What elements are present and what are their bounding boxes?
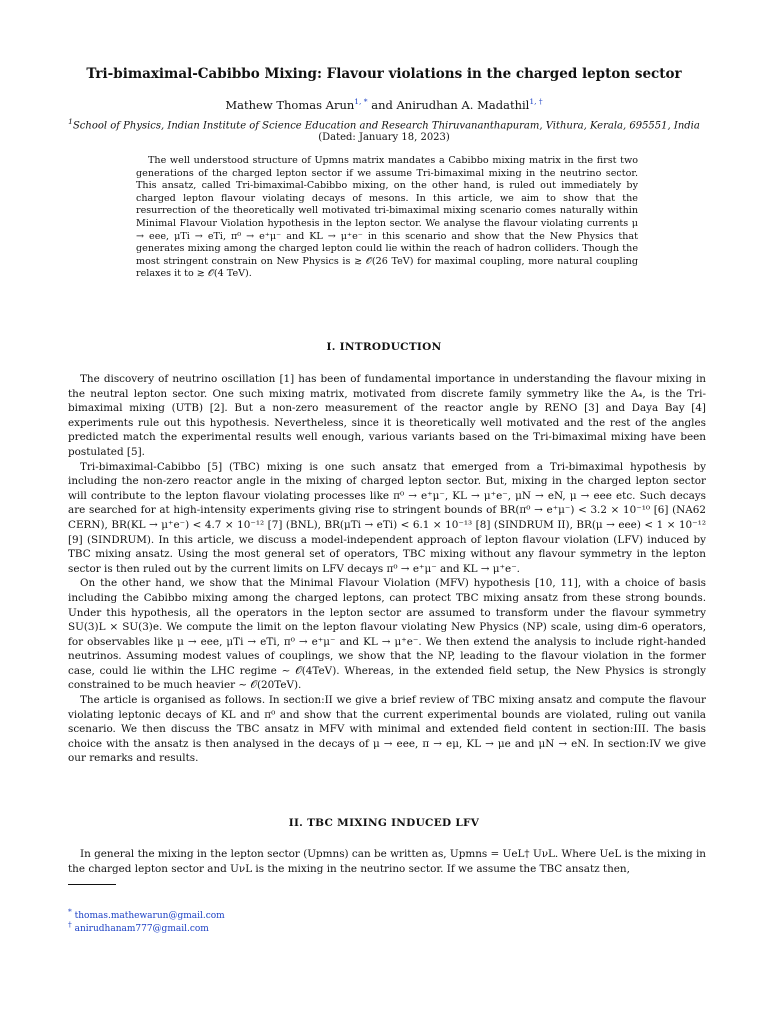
footnote-1-email-link[interactable]: thomas.mathewarun@gmail.com [74, 911, 225, 921]
footnote-1-mark: * [68, 907, 72, 916]
section-heading-introduction: I. INTRODUCTION [326, 341, 442, 353]
affiliation-mark: 1 [68, 117, 73, 126]
paragraph: Tri-bimaximal-Cabibbo [5] (TBC) mixing is one such ansatz that emerged from a Tri-bimaximal hypothesis by including the non-zero reactor angle in the mixing of charged lepton sector. But, mixing in the charged lepton sector will contribute to the lepton flavour violating processes like π⁰ → e⁺μ⁻, KL → μ⁺e⁻, μN → eN, μ → eee etc. Such decays are searched for at high-intensity experiments giving rise to stringent bounds of BR(π⁰ → e⁺μ⁻) < 3.2 × 10⁻¹⁰ [6] (NA62 CERN), BR(KL → μ⁺e⁻) < 4.7 × 10⁻¹² [7] (BNL), BR(μTi → eTi) < 6.1 × 10⁻¹³ [8] (SINDRUM II), BR(μ → eee) < 1 × 10⁻¹² [9] (SINDRUM). In this article, we discuss a model-independent approach of lepton flavour violation (LFV) induced by TBC mixing ansatz. Using the most general set of operators, TBC mixing without any flavour symmetry in the lepton sector is then ruled out by the current limits on LFV decays π⁰ → e⁺μ⁻ and KL → μ⁺e⁻. [68, 460, 706, 575]
author-line [40, 97, 728, 112]
paper-title: Tri-bimaximal-Cabibbo Mixing: Flavour violations in the charged lepton sector [86, 66, 682, 82]
paragraph: In general the mixing in the lepton sector (Upmns) can be written as, Upmns = UeL† UνL. Where UeL is the mixing in the charged lepton sector and UνL is the mixing in the neutrino sector. If we assume the TBC ansatz then, [68, 848, 706, 875]
paragraph: The discovery of neutrino oscillation [1] has been of fundamental importance in understanding the flavour mixing in the neutral lepton sector. One such mixing matrix, motivated from discrete family symmetry like the A₄, is the Tri-bimaximal mixing (UTB) [2]. But a non-zero measurement of the reactor angle by RENO [3] and Daya Bay [4] experiments rule out this hypothesis. Nevertheless, since it is theoretically well motivated and the rest of the angles predicted match the experimental results well enough, various variants based on the Tri-bimaximal mixing have been postulated [5]. [68, 373, 706, 458]
footnote-1[interactable] [68, 907, 225, 921]
affiliation-text: School of Physics, Indian Institute of Science Education and Research Thiruvananthapuram, Vithura, Kerala, 695551, India [72, 120, 700, 132]
paragraph: On the other hand, we show that the Minimal Flavour Violation (MFV) hypothesis [10, 11], with a choice of basis including the Cabibbo mixing among the charged leptons, can protect TBC mixing ansatz from these strong bounds. Under this hypothesis, all the operators in the lepton sector are assumed to transform under the flavour symmetry SU(3)L × SU(3)e. We compute the limit on the lepton flavour violating New Physics (NP) scale, using dim-6 operators, for observables like μ → eee, μTi → eTi, π⁰ → e⁺μ⁻ and KL → μ⁺e⁻. We then extend the analysis to include right-handed neutrinos. Assuming modest values of couplings, we show that the NP, leading to the flavour violation in the former case, could lie within the LHC regime ∼ 𝒪(4TeV). Whereas, in the extended field setup, the New Physics is strongly constrained to be much heavier ∼ 𝒪(20TeV). [68, 577, 706, 692]
section-tbc-body [68, 847, 706, 876]
author-connector: and [367, 97, 397, 112]
author-1-mark[interactable]: 1, * [354, 97, 368, 106]
section-introduction-body [68, 372, 706, 766]
footnote-2[interactable] [68, 920, 209, 934]
author-2-mark[interactable]: 1, † [529, 97, 543, 106]
abstract: The well understood structure of Upmns matrix mandates a Cabibbo mixing matrix in the first two generations of the charged lepton sector if we assume Tri-bimaximal mixing in the neutrino sector. This ansatz, called Tri-bimaximal-Cabibbo mixing, on the other hand, is ruled out immediately by charged lepton flavour violating decays of mesons. In this article, we aim to show that the resurrection of the theoretically well motivated tri-bimaximal mixing scenario comes naturally within Minimal Flavour Violation hypothesis in the lepton sector. We analyse the flavour violating currents μ → eee, μTi → eTi, π⁰ → e⁺μ⁻ and KL → μ⁺e⁻ in this scenario and show that the New Physics that generates mixing among the charged lepton could lie within the reach of hadron colliders. Though the most stringent constrain on New Physics is ≳ 𝒪(26 TeV) for maximal coupling, more natural coupling relaxes it to ≳ 𝒪(4 TeV). [136, 155, 638, 280]
footnote-rule [68, 884, 116, 885]
section-heading-tbc-mixing: II. TBC MIXING INDUCED LFV [288, 817, 480, 829]
author-2: Anirudhan A. Madathil [396, 97, 530, 112]
dated-line: (Dated: January 18, 2023) [318, 132, 450, 143]
author-1: Mathew Thomas Arun [225, 97, 355, 112]
footnote-2-email-link[interactable]: anirudhanam777@gmail.com [74, 924, 209, 934]
paragraph: The article is organised as follows. In section:II we give a brief review of TBC mixing ansatz and compute the flavour violating leptonic decays of KL and π⁰ and show that the current experimental bounds are violated, ruling out vanila scenario. We then discuss the TBC ansatz in MFV with minimal and extended field content in section:III. The basis choice with the ansatz is then analysed in the decays of μ → eee, π → eμ, KL → μe and μN → eN. In section:IV we give our remarks and results. [68, 694, 706, 765]
affiliation [40, 117, 728, 131]
footnote-2-mark: † [68, 920, 72, 929]
